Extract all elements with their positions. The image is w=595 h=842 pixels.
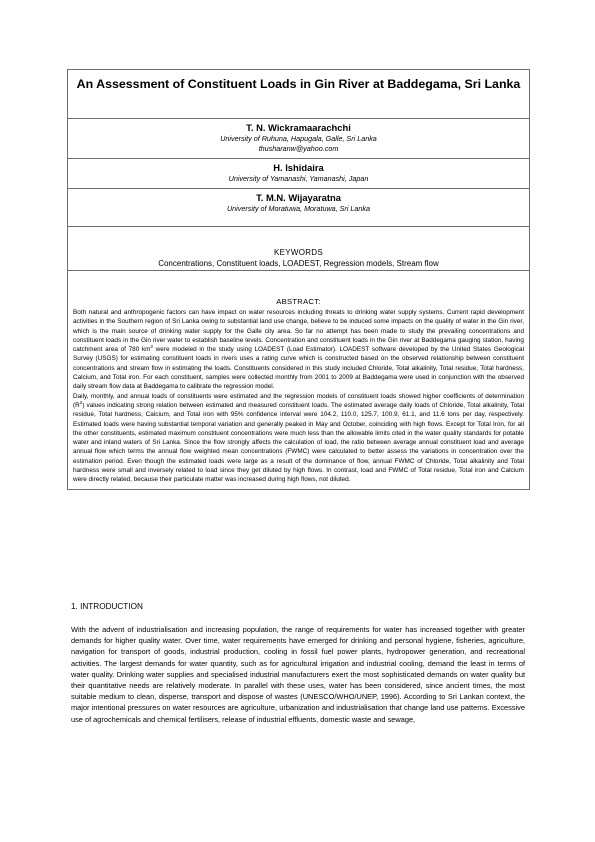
author-email: thusharanw@yahoo.com [258, 144, 339, 153]
abstract-section [68, 270, 529, 489]
author-affiliation: University of Ruhuna, Hapugala, Galle, Sri Lanka [220, 134, 377, 143]
author-name: H. Ishidaira [273, 162, 324, 173]
author-name: T. N. Wickramaarachchi [246, 122, 351, 133]
abstract-heading: ABSTRACT: [276, 297, 321, 306]
abstract-text: ) values indicating strong relation between estimated and measured constituent loads. The estimated average daily loads of Chloride, Total alkalinity, Total residue, Total hardness, Calcium, and Total iron with 95% confidence interval were 104.2, 110.0, 125.7, 100.9, 61.1, and 11.6 tons per day, respectively. Estimated loads were having substantial temporal variation and generally peaked in May and October, coinciding with high flows. Except for Total Iron, for all the other constituents, estimated maximum constituent concentrations were much less than the allowable limits cited in the water quality standards for potable water and inland waters of Sri Lanka. Since the flow strongly affects the calculation of load, the ratio between average annual constituent load and average annual flow which terms the annual flow weighted mean concentrations (FWMC) were calculated to better assess the variations in concentration over the estimation period. Even though the estimated loads were large as a result of the dominance of flow, annual FWMC of Chloride, Total alkalinity and Total hardness were small and inversely related to load since they get diluted by high flows. In contrast, load and FWMC of Total residue, Total iron and Calcium were directly related, because their particulate matter was increased during high flows, not diluted. [73, 401, 524, 484]
author-block [68, 188, 529, 226]
introduction-paragraph: With the advent of industrialisation and increasing population, the range of requirements for water has increased together with greater demands for higher quality water. Over time, water requirements have emerged for drinking and personal hygiene, fisheries, agriculture, navigation for transport of goods, industrial production, cooling in fossil fuel power plants, hydropower generation, and recreational activities. The largest demands for water quantity, such as for agricultural irrigation and industrial cooling, demand the least in terms of water quality. Drinking water supplies and specialised industrial manufacturers exert the most sophisticated demands on water quality but their quantitative needs are relatively moderate. In parallel with these uses, water has been considered, since ancient times, the most suitable medium to clean, disperse, transport and dispose of wastes (UNESCO/WHO/UNEP, 1996). According to Sri Lankan context, the major intentional pressures on water resources are agriculture, urbanization and industrialisation that change land use patterns. Excessive use of agrochemicals and chemical fertilisers, release of industrial effluents, domestic waste and sewage, [71, 625, 525, 724]
abstract-paragraph [73, 392, 524, 485]
superscript: 2 [150, 344, 153, 350]
keywords-section [68, 226, 529, 270]
keywords-heading: KEYWORDS [273, 248, 324, 257]
author-name: T. M.N. Wijayaratna [256, 192, 341, 203]
author-block [68, 118, 529, 158]
section-heading-introduction: 1. INTRODUCTION [71, 602, 143, 611]
author-affiliation: University of Yamanashi, Yamanashi, Japan [228, 174, 369, 183]
abstract-text: were modeled in the study using LOADEST (Load Estimator). LOADEST software developed by the United States Geological Survey (USGS) for estimating constituent loads in rivers uses a rating curve which is constructed based on the observed relationship between constituent concentrations and stream flow in estimating the loads. Constituents considered in this study included Chloride, Total alkalinity, Total residue, Total hardness, Calcium, and Total iron. For each constituent, samples were collected monthly from 2001 to 2009 at Baddegama were used in conjunction with the observed daily stream flow data at Baddegama to calibrate the regression model. [73, 346, 524, 391]
superscript: 2 [79, 399, 83, 405]
paper-title: An Assessment of Constituent Loads in Gin River at Baddegama, Sri Lanka [76, 77, 521, 91]
abstract-text: Both natural and anthropogenic factors can have impact on water resources including threats to drinking water supply systems. Current rapid development activities in the Southern region of Sri Lanka owing to substantial land use change, believe to be induced some impacts on the quality of water in the Gin river, which is the main source of drinking water supply for the Galle city area. So far no attempt has been made to study the prevailing concentrations and constituent loads in the Gin river water to establish baseline levels. Concentration and constituent loads in the Gin river at Baddegama gauging station, having catchment area of 780 km [73, 309, 524, 354]
header-box [67, 69, 530, 490]
author-affiliation: University of Moratuwa, Moratuwa, Sri Lanka [226, 204, 370, 213]
title-section [68, 70, 529, 118]
keywords-text: Concentrations, Constituent loads, LOADEST, Regression models, Stream flow [158, 259, 439, 268]
author-block [68, 158, 529, 188]
abstract-paragraph [73, 308, 524, 392]
abstract-text: Daily, monthly, and annual loads of constituents were estimated and the regression models of constituent loads showed higher coefficients of determination (R [73, 392, 524, 409]
